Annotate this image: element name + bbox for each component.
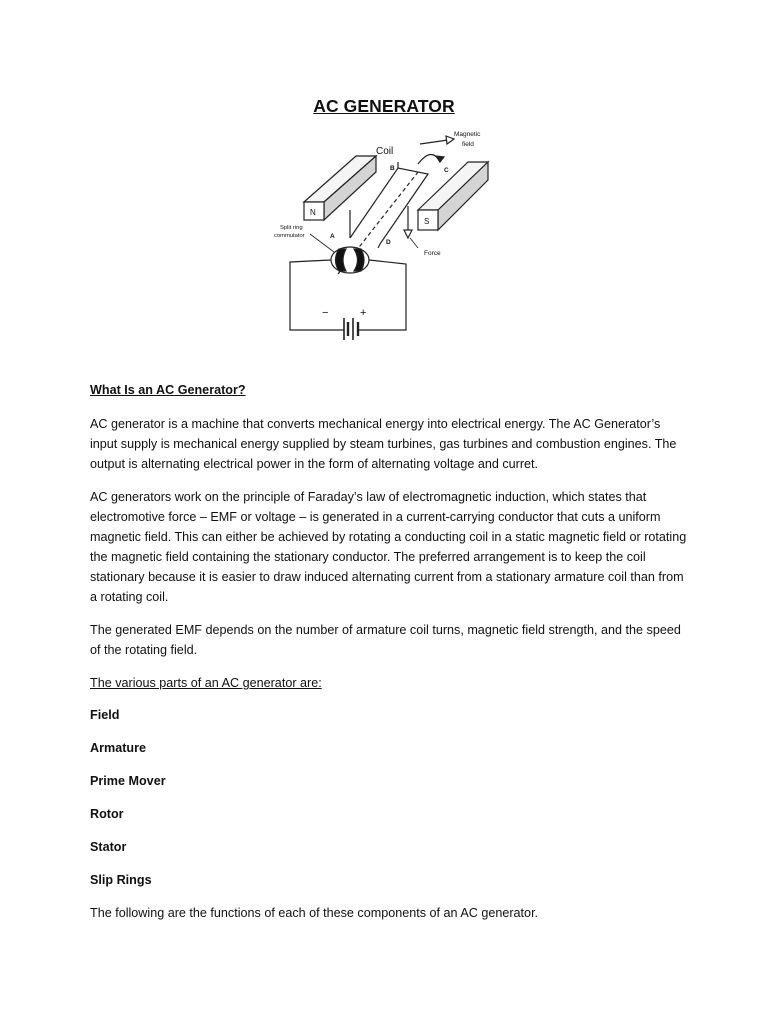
part-rotor: Rotor bbox=[90, 807, 124, 821]
parts-intro: The various parts of an AC generator are: bbox=[90, 676, 322, 690]
coil-label: Coil bbox=[376, 146, 394, 157]
split-ring-label: Split ring bbox=[280, 225, 303, 231]
battery-plus-label: + bbox=[360, 307, 367, 319]
rotation-arrowhead bbox=[436, 156, 444, 162]
part-armature: Armature bbox=[90, 741, 146, 755]
closing-sentence: The following are the functions of each of these components of an AC generator. bbox=[90, 906, 539, 920]
force-arrowhead bbox=[404, 230, 412, 238]
a-label: A bbox=[330, 233, 335, 240]
part-field: Field bbox=[90, 708, 120, 722]
paragraph-definition: AC generator is a machine that converts mechanical energy into electrical energy. The AC Generator’s input supply is mechanical energy supplied by steam turbines, gas turbines and combustion engines. The output is alternating electrical power in the form of alternating voltage and curret. bbox=[90, 417, 677, 471]
diagram-svg bbox=[268, 124, 498, 346]
field-label: field bbox=[462, 141, 474, 148]
part-prime-mover: Prime Mover bbox=[90, 774, 166, 788]
page-title: AC GENERATOR bbox=[313, 96, 455, 116]
b-label: B bbox=[390, 165, 395, 172]
force-leader bbox=[410, 238, 418, 248]
paragraph-principle: AC generators work on the principle of Faraday’s law of electromagnetic induction, which states that electromotive force – EMF or voltage – is generated in a current-carrying conductor that cuts a uniform magnetic field. This can either be achieved by rotating a conducting coil in a static magnetic field or rotating the magnetic field containing the stationary conductor. The preferred arrangement is to keep the coil stationary because it is easier to draw induced alternating current from a stationary armature coil than from a rotating coil. bbox=[90, 490, 687, 604]
coil-arm-right bbox=[378, 244, 380, 248]
ac-generator-diagram bbox=[268, 124, 498, 346]
commutator-label: commutator bbox=[274, 233, 305, 239]
magnetic-field-arrow bbox=[420, 140, 448, 144]
s-label: S bbox=[424, 217, 430, 226]
circuit-wire-left bbox=[290, 260, 344, 330]
section-heading: What Is an AC Generator? bbox=[90, 383, 246, 397]
part-stator: Stator bbox=[90, 840, 127, 854]
force-label: Force bbox=[424, 250, 441, 257]
circuit-wire-right bbox=[358, 260, 406, 330]
n-label: N bbox=[310, 208, 316, 217]
c-label: C bbox=[444, 167, 449, 174]
magnetic-field-arrowhead bbox=[446, 136, 454, 144]
paragraph-emf: The generated EMF depends on the number of armature coil turns, magnetic field strength, and the speed of the rotating field. bbox=[90, 623, 681, 657]
battery-minus-label: − bbox=[322, 307, 329, 319]
d-label: D bbox=[386, 239, 391, 246]
magnetic-label: Magnetic bbox=[454, 131, 481, 138]
part-slip-rings: Slip Rings bbox=[90, 873, 152, 887]
